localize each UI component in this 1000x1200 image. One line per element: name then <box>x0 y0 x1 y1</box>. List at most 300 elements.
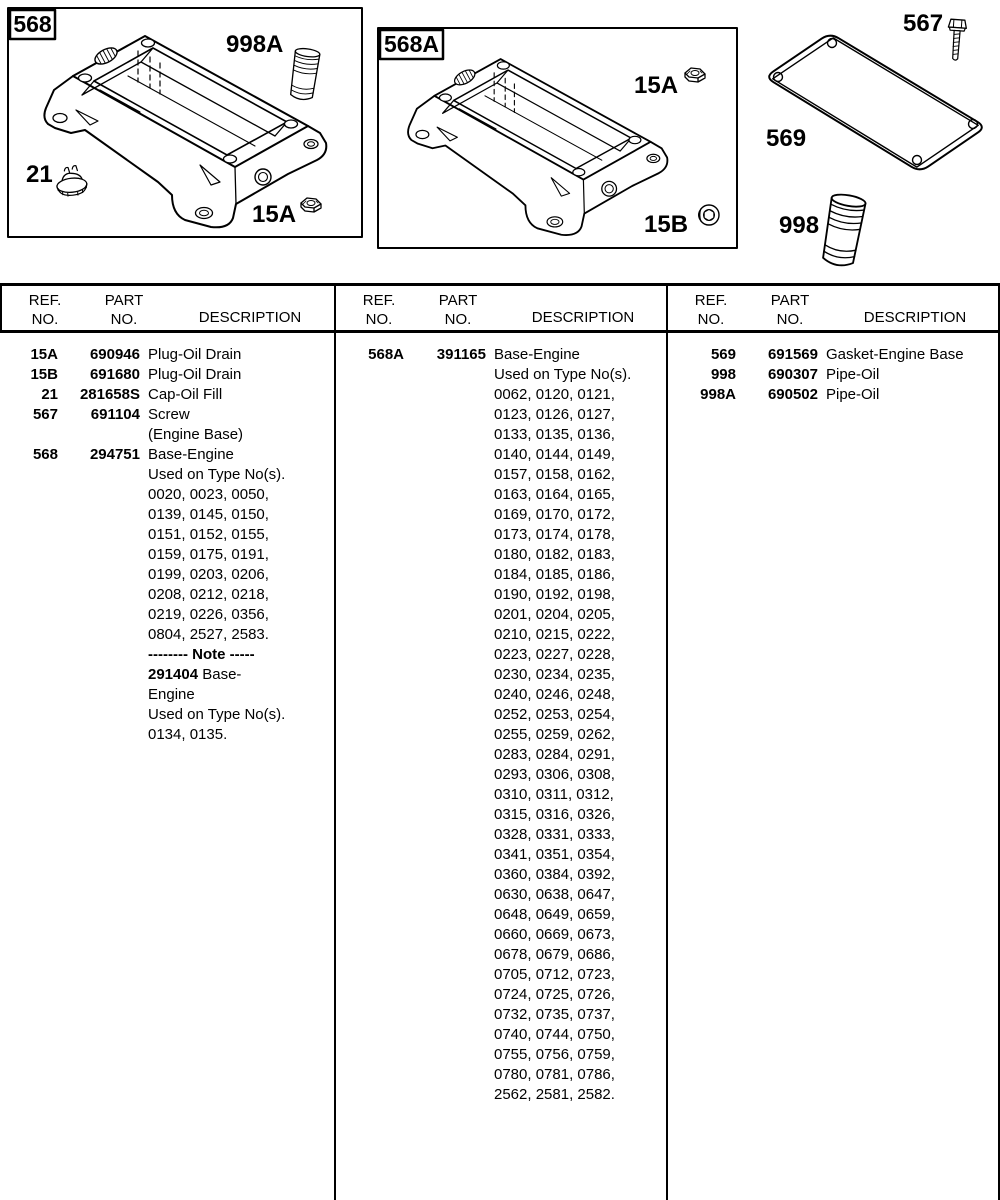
description-text: (Engine Base) <box>148 426 244 443</box>
oil-pipe-icon <box>820 192 866 268</box>
description-cell <box>494 665 615 685</box>
ref-no-cell <box>348 1005 404 1025</box>
part-no-cell <box>404 585 486 605</box>
ref-no-cell <box>348 765 404 785</box>
description-cell <box>148 385 222 405</box>
description-cell <box>494 465 615 485</box>
ref-no-cell <box>348 1085 404 1105</box>
part-no-cell <box>404 925 486 945</box>
description-cell <box>494 585 615 605</box>
description-cell <box>148 445 234 465</box>
description-text: 0315, 0316, 0326, <box>494 806 615 823</box>
description-cell <box>148 685 195 705</box>
description-text: 0163, 0164, 0165, <box>494 486 615 503</box>
description-text: 0328, 0331, 0333, <box>494 826 615 843</box>
ref-no-cell <box>348 485 404 505</box>
ref-no-cell <box>2 465 58 485</box>
description-cell <box>494 905 615 925</box>
description-cell <box>494 625 615 645</box>
part-no-cell <box>404 845 486 865</box>
description-text: 0252, 0253, 0254, <box>494 706 615 723</box>
callout-21: 21 <box>26 161 53 188</box>
callout-15a-box2: 15A <box>634 72 679 99</box>
description-cell <box>494 1025 615 1045</box>
description-text: 0151, 0152, 0155, <box>148 526 269 543</box>
part-no-cell <box>58 625 140 645</box>
table-row <box>348 405 666 425</box>
ref-no-cell <box>348 1045 404 1065</box>
description-text: Plug-Oil Drain <box>148 366 242 383</box>
part-no-cell <box>404 785 486 805</box>
table-row <box>2 525 334 545</box>
description-cell <box>494 1005 615 1025</box>
callout-15a-box1: 15A <box>252 201 297 228</box>
ref-no-cell <box>348 405 404 425</box>
description-cell <box>494 785 614 805</box>
table-row <box>348 865 666 885</box>
description-cell <box>148 565 269 585</box>
part-no-cell <box>58 605 140 625</box>
description-cell <box>148 605 269 625</box>
description-text: 0208, 0212, 0218, <box>148 586 269 603</box>
part-no-cell <box>58 665 140 685</box>
parts-table-body <box>0 333 1000 1200</box>
ref-no-cell <box>348 1025 404 1045</box>
table-row <box>2 645 334 665</box>
description-cell <box>494 705 615 725</box>
description-cell <box>494 685 615 705</box>
part-no-cell: 691680 <box>89 366 140 383</box>
description-cell <box>826 345 964 365</box>
ref-no-header <box>16 291 74 330</box>
table-row <box>2 485 334 505</box>
table-row <box>2 425 334 445</box>
part-no-cell <box>58 525 140 545</box>
table-row <box>348 785 666 805</box>
threaded-plug-icon <box>699 205 720 225</box>
description-text: 0133, 0135, 0136, <box>494 426 615 443</box>
ref-no-cell <box>348 745 404 765</box>
ref-no-cell <box>2 725 58 745</box>
part-no-cell <box>404 405 486 425</box>
description-text: 0230, 0234, 0235, <box>494 666 615 683</box>
ref-no-cell: 15B <box>30 366 58 383</box>
table-row <box>2 365 334 385</box>
table-row <box>2 565 334 585</box>
table-row <box>348 585 666 605</box>
part-no-cell <box>58 645 140 665</box>
ref-no-cell: 21 <box>41 386 58 403</box>
part-no-cell <box>404 1025 486 1045</box>
table-row <box>348 645 666 665</box>
header-group-col3 <box>666 286 998 330</box>
description-cell <box>494 485 615 505</box>
description-cell <box>494 765 615 785</box>
part-header-line2: NO. <box>776 311 804 328</box>
table-row <box>348 525 666 545</box>
ref-no-cell <box>348 585 404 605</box>
table-row <box>348 1025 666 1045</box>
part-no-cell <box>404 645 486 665</box>
ref-no-cell <box>348 545 404 565</box>
table-row <box>348 745 666 765</box>
description-cell <box>494 885 615 905</box>
description-cell <box>494 345 580 365</box>
description-text: 0223, 0227, 0228, <box>494 646 615 663</box>
ref-no-cell <box>348 925 404 945</box>
ref-no-cell <box>2 505 58 525</box>
ref-no-cell: 568A <box>368 346 404 363</box>
table-row <box>348 505 666 525</box>
callout-998: 998 <box>779 212 820 239</box>
description-cell <box>494 985 615 1005</box>
ref-no-cell <box>348 905 404 925</box>
description-cell <box>494 945 615 965</box>
parts-table-header <box>0 286 1000 333</box>
description-text: 0180, 0182, 0183, <box>494 546 615 563</box>
description-cell <box>494 505 615 525</box>
description-cell <box>494 825 615 845</box>
part-no-cell <box>404 465 486 485</box>
ref-no-cell: 15A <box>30 346 58 363</box>
part-no-cell: 391165 <box>436 346 486 363</box>
description-cell <box>494 1085 615 1105</box>
ref-no-cell <box>2 425 58 445</box>
part-no-cell <box>404 745 486 765</box>
description-cell <box>494 805 615 825</box>
table-row <box>348 1065 666 1085</box>
description-text: 2562, 2581, 2582. <box>494 1086 615 1103</box>
description-bold-text: -------- Note ----- <box>148 646 255 663</box>
description-text: 0780, 0781, 0786, <box>494 1066 615 1083</box>
part-no-cell <box>404 725 486 745</box>
ref-no-cell <box>348 945 404 965</box>
part-no-cell: 281658S <box>79 386 140 403</box>
ref-header-line1: REF. <box>362 292 396 309</box>
description-text: Pipe-Oil <box>826 386 880 403</box>
part-no-cell <box>404 905 486 925</box>
callout-567: 567 <box>903 10 944 37</box>
ref-no-cell <box>2 605 58 625</box>
part-no-cell <box>404 365 486 385</box>
ref-no-cell <box>2 585 58 605</box>
description-cell <box>148 625 269 645</box>
table-row <box>2 665 334 685</box>
table-row <box>348 945 666 965</box>
ref-header-line2: NO. <box>365 311 393 328</box>
table-row <box>348 805 666 825</box>
part-no-cell <box>58 685 140 705</box>
parts-column-1 <box>0 333 334 1200</box>
description-cell <box>494 1045 615 1065</box>
part-no-cell <box>58 505 140 525</box>
description-cell <box>494 1065 615 1085</box>
table-row <box>348 425 666 445</box>
part-no-cell: 690307 <box>767 366 818 383</box>
part-no-cell <box>404 485 486 505</box>
description-text: 0678, 0679, 0686, <box>494 946 615 963</box>
description-text: Used on Type No(s). <box>148 706 286 723</box>
description-text: 0283, 0284, 0291, <box>494 746 615 763</box>
part-header-line2: NO. <box>444 311 472 328</box>
ref-no-cell: 998 <box>710 366 736 383</box>
part-no-cell <box>404 505 486 525</box>
part-no-cell <box>58 725 140 745</box>
diagram-figure <box>0 0 1000 283</box>
diagram-area <box>0 0 1000 283</box>
ref-header-line1: REF. <box>694 292 728 309</box>
description-cell <box>494 365 631 385</box>
part-no-cell <box>404 1085 486 1105</box>
ref-no-cell <box>348 565 404 585</box>
ref-no-cell: 568 <box>32 446 58 463</box>
description-text: 0062, 0120, 0121, <box>494 386 615 403</box>
ref-no-cell <box>348 705 404 725</box>
table-row <box>348 725 666 745</box>
part-no-cell: 294751 <box>89 446 140 463</box>
description-header: DESCRIPTION <box>198 309 302 326</box>
ref-no-cell <box>2 545 58 565</box>
description-text: Base-Engine <box>494 346 580 363</box>
description-cell <box>826 385 879 405</box>
description-cell <box>148 545 269 565</box>
description-text: 0190, 0192, 0198, <box>494 586 615 603</box>
table-row <box>348 885 666 905</box>
description-cell <box>494 645 615 665</box>
description-cell <box>494 445 615 465</box>
description-text: 0732, 0735, 0737, <box>494 1006 615 1023</box>
description-cell <box>494 865 615 885</box>
ref-no-cell <box>2 565 58 585</box>
ref-no-cell <box>2 665 58 685</box>
table-row <box>348 385 666 405</box>
description-text: 0020, 0023, 0050, <box>148 486 269 503</box>
description-cell <box>148 645 255 665</box>
ref-no-cell: 998A <box>700 386 736 403</box>
table-row <box>2 405 334 425</box>
ref-no-cell <box>2 525 58 545</box>
table-row <box>2 445 334 465</box>
description-text: 0660, 0669, 0673, <box>494 926 615 943</box>
ref-no-cell <box>348 785 404 805</box>
part-no-cell <box>404 445 486 465</box>
part-no-cell <box>404 825 486 845</box>
description-text: Plug-Oil Drain <box>148 346 242 363</box>
ref-no-header <box>682 291 740 330</box>
description-text: Used on Type No(s). <box>148 466 286 483</box>
description-text: Engine <box>148 686 195 703</box>
table-row <box>348 765 666 785</box>
description-text: 0804, 2527, 2583. <box>148 626 269 643</box>
description-text: 0293, 0306, 0308, <box>494 766 615 783</box>
table-row <box>348 605 666 625</box>
part-no-cell <box>404 1005 486 1025</box>
part-no-cell <box>404 665 486 685</box>
part-header-line2: NO. <box>110 311 138 328</box>
table-row <box>348 685 666 705</box>
part-no-cell: 690502 <box>767 386 818 403</box>
ref-tag-568a: 568A <box>384 31 439 57</box>
ref-tag-568: 568 <box>13 11 52 37</box>
description-text: 0705, 0712, 0723, <box>494 966 615 983</box>
part-no-cell <box>404 685 486 705</box>
part-no-cell <box>404 545 486 565</box>
parts-column-2 <box>334 333 666 1200</box>
description-text: 0341, 0351, 0354, <box>494 846 615 863</box>
screw-icon <box>946 19 967 61</box>
table-row <box>348 545 666 565</box>
ref-no-cell <box>348 525 404 545</box>
part-no-cell <box>58 705 140 725</box>
description-cell <box>148 705 285 725</box>
table-row <box>348 1045 666 1065</box>
description-cell <box>148 485 269 505</box>
ref-no-cell <box>348 985 404 1005</box>
description-cell <box>148 405 190 425</box>
part-no-header <box>416 291 500 330</box>
diagram-box-568a <box>378 28 737 248</box>
part-no-cell <box>58 485 140 505</box>
part-no-cell <box>58 585 140 605</box>
part-header-line1: PART <box>104 292 144 309</box>
ref-no-cell <box>348 725 404 745</box>
table-row <box>348 485 666 505</box>
ref-no-cell <box>348 965 404 985</box>
part-no-cell <box>404 705 486 725</box>
ref-no-cell <box>348 605 404 625</box>
ref-header-line1: REF. <box>28 292 62 309</box>
ref-no-cell <box>348 445 404 465</box>
ref-no-cell <box>348 625 404 645</box>
description-text: 0201, 0204, 0205, <box>494 606 615 623</box>
part-no-cell <box>58 465 140 485</box>
table-row <box>348 825 666 845</box>
table-row <box>2 685 334 705</box>
description-cell <box>494 965 615 985</box>
description-cell <box>494 385 615 405</box>
part-no-cell <box>404 1045 486 1065</box>
ref-no-cell <box>348 645 404 665</box>
description-cell <box>148 585 269 605</box>
description-cell <box>494 565 615 585</box>
description-text: 0219, 0226, 0356, <box>148 606 269 623</box>
description-text: 0210, 0215, 0222, <box>494 626 615 643</box>
description-text: Screw <box>148 406 190 423</box>
description-cell <box>494 725 615 745</box>
part-no-cell <box>58 565 140 585</box>
description-text: 0724, 0725, 0726, <box>494 986 615 1003</box>
description-bold-text: 291404 <box>148 666 203 683</box>
part-no-cell: 691104 <box>90 406 140 423</box>
description-text: 0755, 0756, 0759, <box>494 1046 615 1063</box>
loose-parts-group <box>766 10 982 268</box>
description-text: 0630, 0638, 0647, <box>494 886 615 903</box>
table-row <box>348 1085 666 1105</box>
ref-no-cell: 569 <box>710 346 736 363</box>
description-text: Cap-Oil Fill <box>148 386 223 403</box>
table-row <box>2 725 334 745</box>
header-group-col1 <box>2 286 334 330</box>
part-no-cell: 691569 <box>767 346 818 363</box>
part-no-cell: 690946 <box>89 346 140 363</box>
part-no-cell <box>404 965 486 985</box>
part-no-cell <box>404 525 486 545</box>
part-no-cell <box>404 605 486 625</box>
description-header: DESCRIPTION <box>863 309 967 326</box>
description-text: Base-Engine <box>148 446 234 463</box>
description-text: 0157, 0158, 0162, <box>494 466 615 483</box>
table-row <box>2 465 334 485</box>
part-header-line1: PART <box>770 292 810 309</box>
part-no-cell <box>58 425 140 445</box>
ref-no-cell <box>348 825 404 845</box>
table-row <box>680 365 998 385</box>
description-text: 0199, 0203, 0206, <box>148 566 269 583</box>
table-row <box>2 625 334 645</box>
part-no-cell <box>404 385 486 405</box>
description-cell <box>148 505 269 525</box>
description-cell <box>494 545 615 565</box>
description-cell <box>148 345 241 365</box>
description-text: 0310, 0311, 0312, <box>494 786 614 803</box>
ref-no-cell <box>348 505 404 525</box>
table-row <box>348 705 666 725</box>
table-row <box>348 985 666 1005</box>
description-text: 0140, 0144, 0149, <box>494 446 615 463</box>
ref-header-line2: NO. <box>697 311 725 328</box>
part-no-cell <box>404 425 486 445</box>
part-no-header <box>82 291 166 330</box>
table-row <box>348 465 666 485</box>
table-row <box>348 345 666 365</box>
description-text: Used on Type No(s). <box>494 366 632 383</box>
description-cell <box>494 845 615 865</box>
table-row <box>2 545 334 565</box>
description-cell <box>148 665 241 685</box>
table-row <box>2 605 334 625</box>
ref-no-cell <box>2 485 58 505</box>
description-text: 0255, 0259, 0262, <box>494 726 615 743</box>
ref-no-cell <box>2 625 58 645</box>
callout-998a: 998A <box>226 31 284 58</box>
ref-no-cell <box>348 1065 404 1085</box>
ref-no-cell <box>348 385 404 405</box>
ref-no-cell <box>348 425 404 445</box>
table-row <box>348 445 666 465</box>
parts-column-3 <box>666 333 998 1200</box>
description-text: 0184, 0185, 0186, <box>494 566 615 583</box>
table-row <box>348 925 666 945</box>
parts-table <box>0 283 1000 1200</box>
description-text: 0123, 0126, 0127, <box>494 406 615 423</box>
description-text: 0360, 0384, 0392, <box>494 866 615 883</box>
ref-no-cell <box>348 365 404 385</box>
table-row <box>2 505 334 525</box>
table-row <box>680 385 998 405</box>
ref-no-cell <box>348 665 404 685</box>
part-no-cell <box>404 765 486 785</box>
ref-no-cell <box>2 705 58 725</box>
description-text: 0173, 0174, 0178, <box>494 526 615 543</box>
callout-15b: 15B <box>644 211 689 238</box>
description-cell <box>494 745 615 765</box>
part-no-cell <box>404 945 486 965</box>
part-no-cell <box>404 565 486 585</box>
description-cell <box>148 465 285 485</box>
description-text: Base- <box>202 666 242 683</box>
description-cell <box>148 525 269 545</box>
table-row <box>348 905 666 925</box>
